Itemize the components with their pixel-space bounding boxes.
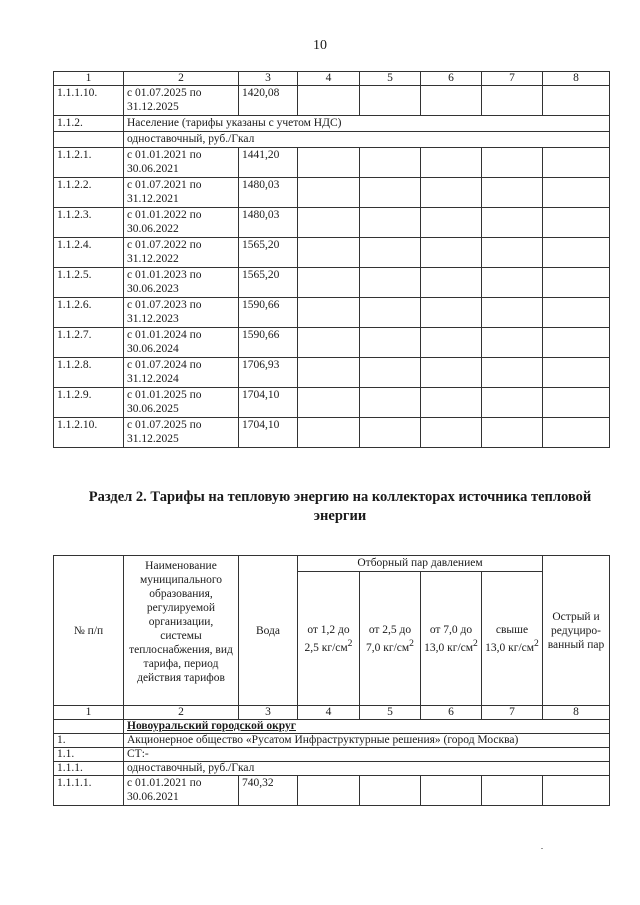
period-start: с 01.01.2022 по	[127, 209, 202, 221]
tariff-type-row	[54, 132, 610, 148]
period-cell	[124, 388, 239, 418]
tariff-value: 1480,03	[239, 178, 298, 208]
row-number: 1.1.2.7.	[54, 328, 124, 358]
col-header: 4	[298, 72, 360, 86]
tariff-type-row	[54, 762, 610, 776]
column-number-row	[54, 72, 610, 86]
row-number: 1.1.2.5.	[54, 268, 124, 298]
tariff-value: 1441,20	[239, 148, 298, 178]
period-end: 31.12.2025	[127, 101, 179, 113]
period-cell	[124, 86, 239, 116]
tariff-value: 1565,20	[239, 238, 298, 268]
col-header: 2	[124, 72, 239, 86]
table-row	[54, 418, 610, 448]
period-cell	[124, 298, 239, 328]
period-end: 31.12.2021	[127, 193, 179, 205]
period-end: 30.06.2021	[127, 163, 179, 175]
period-start: с 01.07.2023 по	[127, 299, 202, 311]
section-title: Раздел 2. Тарифы на тепловую энергию на коллекторах источника тепловой энергии	[88, 489, 592, 524]
district-row	[54, 720, 610, 734]
category-label: Население (тарифы указаны с учетом НДС)	[124, 116, 610, 132]
tariff-value: 1590,66	[239, 298, 298, 328]
tariff-table-population	[53, 71, 610, 448]
period-cell: с 01.01.2021 по 30.06.2021	[124, 776, 239, 806]
table-row	[54, 148, 610, 178]
tariff-value: 740,32	[239, 776, 298, 806]
header-row	[54, 556, 610, 572]
tariff-value: 1704,10	[239, 418, 298, 448]
tariff-type-label: одноставочный, руб./Гкал	[124, 132, 610, 148]
col-header: 1	[54, 72, 124, 86]
row-number: 1.1.2.9.	[54, 388, 124, 418]
period-cell	[124, 328, 239, 358]
period-cell	[124, 178, 239, 208]
district-name: Новоуральский городской округ	[124, 720, 610, 734]
system-row	[54, 748, 610, 762]
scan-speck	[541, 848, 543, 849]
steam-col-4: свыше 13,0 $кг/см^2$	[482, 572, 543, 706]
period-end: 30.06.2022	[127, 223, 179, 235]
row-number: 1.1.1.	[54, 762, 124, 776]
period-start: с 01.01.2021 по	[127, 149, 202, 161]
period-start: с 01.07.2024 по	[127, 359, 202, 371]
row-number: 1.1.2.10.	[54, 418, 124, 448]
col-header: 6	[421, 72, 482, 86]
period-cell	[124, 208, 239, 238]
period-cell	[124, 238, 239, 268]
period-start: с 01.07.2021 по	[127, 179, 202, 191]
period-start: с 01.01.2025 по	[127, 389, 202, 401]
col-header: 7	[482, 72, 543, 86]
tariff-value: 1480,03	[239, 208, 298, 238]
table-row	[54, 358, 610, 388]
system-name: СТ:-	[124, 748, 610, 762]
table-row	[54, 238, 610, 268]
period-end: 31.12.2022	[127, 253, 179, 265]
period-start: с 01.07.2025 по	[127, 87, 202, 99]
period-start: с 01.07.2025 по	[127, 419, 202, 431]
table-row	[54, 86, 610, 116]
steam-col-1: от 1,2 до 2,5 $кг/см^2$	[298, 572, 360, 706]
period-end: 30.06.2023	[127, 283, 179, 295]
period-end: 31.12.2024	[127, 373, 179, 385]
period-end: 31.12.2025	[127, 433, 179, 445]
period-end: 30.06.2025	[127, 403, 179, 415]
table-row	[54, 178, 610, 208]
tariff-value: 1590,66	[239, 328, 298, 358]
period-cell	[124, 418, 239, 448]
row-number: 1.1.	[54, 748, 124, 762]
col-sharp-steam-header: Острый и редуциро-ванный пар	[543, 556, 610, 706]
row-number: 1.	[54, 734, 124, 748]
tariff-value: 1565,20	[239, 268, 298, 298]
tariff-type-label: одноставочный, руб./Гкал	[124, 762, 610, 776]
page-number: 10	[313, 38, 327, 53]
row-number: 1.1.2.6.	[54, 298, 124, 328]
period-cell	[124, 358, 239, 388]
period-cell	[124, 148, 239, 178]
tariff-value: 1420,08	[239, 86, 298, 116]
table-row	[54, 776, 610, 806]
col-water-header: Вода	[239, 556, 298, 706]
table-row	[54, 388, 610, 418]
column-number-row: 1 2 3 4 5 6 7 8	[54, 706, 610, 720]
organization-row	[54, 734, 610, 748]
tariff-value: 1704,10	[239, 388, 298, 418]
row-number: 1.1.2.4.	[54, 238, 124, 268]
row-number: 1.1.1.1.	[54, 776, 124, 806]
period-start: с 01.07.2022 по	[127, 239, 202, 251]
table-row	[54, 208, 610, 238]
period-end: 31.12.2023	[127, 313, 179, 325]
tariff-value: 1706,93	[239, 358, 298, 388]
steam-col-2: от 2,5 до 7,0 $кг/см^2$	[360, 572, 421, 706]
steam-col-3: от 7,0 до 13,0 $кг/см^2$	[421, 572, 482, 706]
category-row	[54, 116, 610, 132]
row-number: 1.1.2.1.	[54, 148, 124, 178]
period-end: 30.06.2024	[127, 343, 179, 355]
col-header: 5	[360, 72, 421, 86]
row-number: 1.1.2.3.	[54, 208, 124, 238]
row-number: 1.1.2.	[54, 116, 124, 132]
organization-name: Акционерное общество «Русатом Инфраструктурные решения» (город Москва)	[124, 734, 610, 748]
col-header: 3	[239, 72, 298, 86]
table-row	[54, 268, 610, 298]
col-name-header: Наименование муниципального образования, регулируемой организации, системы теплоснабжения, вид тарифа, период действия тарифов	[124, 556, 239, 706]
tariff-table-collectors	[53, 555, 610, 806]
row-number: 1.1.1.10.	[54, 86, 124, 116]
table-row	[54, 328, 610, 358]
period-start: с 01.01.2023 по	[127, 269, 202, 281]
col-number-header: № п/п	[54, 556, 124, 706]
row-number	[54, 132, 124, 148]
steam-group-header: Отборный пар давлением	[298, 556, 543, 572]
period-cell	[124, 268, 239, 298]
col-header: 8	[543, 72, 610, 86]
row-number: 1.1.2.8.	[54, 358, 124, 388]
table-row	[54, 298, 610, 328]
row-number: 1.1.2.2.	[54, 178, 124, 208]
period-start: с 01.01.2024 по	[127, 329, 202, 341]
